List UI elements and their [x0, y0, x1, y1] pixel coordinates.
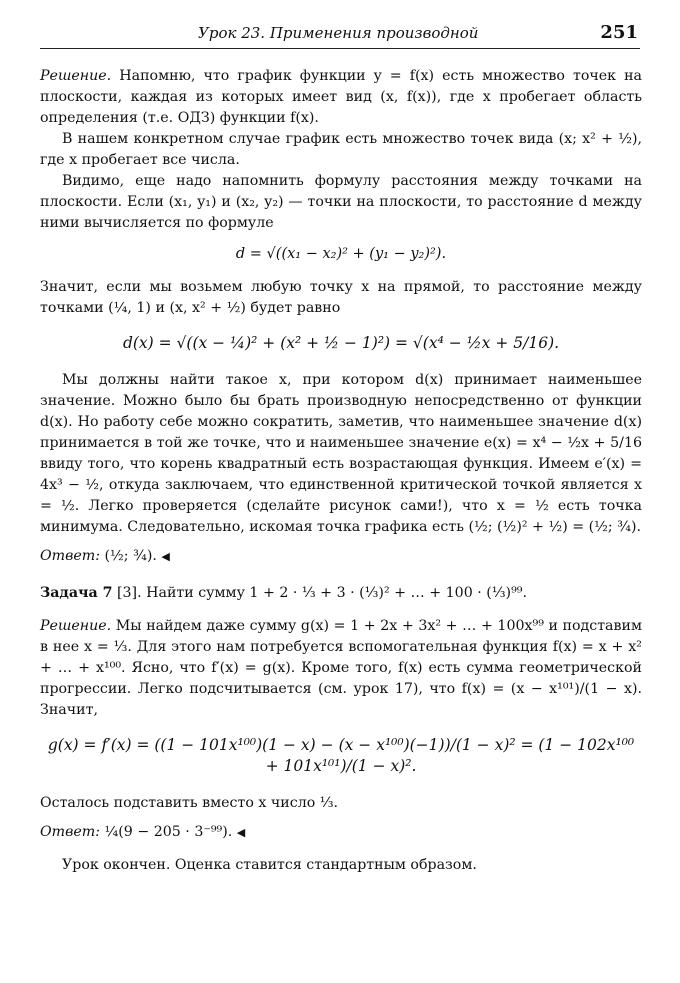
solution-text: Напомню, что график функции y = f(x) есть множество точек на плоскости, каждая из которых имеет вид (x, f(x)), где x пробегает область определения (т.е. ОДЗ) функции f(x).	[40, 68, 643, 126]
answer-line	[40, 546, 642, 567]
distance-formula: d = √((x₁ − x₂)² + (y₁ − y₂)²).	[235, 246, 447, 262]
page-number: 251	[600, 22, 638, 43]
solution-paragraph	[40, 616, 642, 721]
task-statement	[40, 583, 642, 604]
task-reference: [3].	[116, 585, 142, 601]
answer-value: (½; ¾).	[104, 548, 157, 564]
solution-label: Решение.	[40, 68, 112, 84]
solution-paragraph: В нашем конкретном случае график есть множество точек вида (x; x² + ½), где x пробегает все числа.	[40, 131, 642, 168]
closing-line: Урок окончен. Оценка ставится стандартным образом.	[62, 857, 477, 873]
solution-paragraph: Мы должны найти такое x, при котором d(x) принимает наименьшее значение. Можно было бы брать производную непосредственно от функции d(x). Но работу себе можно сократить, заметив, что наименьшее значение d(x) принимается в той же точке, что и наименьшее значение e(x) = x⁴ − ½x + 5/16 ввиду того, что корень квадратный есть возрастающая функция. Имеем e′(x) = 4x³ − ½, откуда заключаем, что единственной критической точкой является x = ½. Легко проверяется (сделайте рисунок сами!), что x = ½ есть точка минимума. Следовательно, искомая точка графика есть (½; (½)² + ½) = (½; ¾).	[40, 372, 642, 535]
solution-paragraph: Видимо, еще надо напомнить формулу расстояния между точками на плоскости. Если (x₁, y₁) и (x₂, y₂) — точки на плоскости, то расстояние d между ними вычисляется по формуле	[40, 173, 642, 231]
running-title: Урок 23. Применения производной	[198, 24, 479, 42]
solution-text: Мы найдем даже сумму g(x) = 1 + 2x + 3x² + … + 100x⁹⁹ и подставим в нее x = ⅓. Для этого нам потребуется вспомогательная функция f(x) = x + x² + … + x¹⁰⁰. Ясно, что f′(x) = g(x). Кроме того, f(x) есть сумма геометрической прогрессии. Легко подсчитывается (см. урок 17), что f(x) = (x − x¹⁰¹)/(1 − x). Значит,	[40, 618, 642, 718]
page-content	[40, 66, 642, 876]
answer-line	[40, 822, 642, 843]
derivative-formula: g(x) = f′(x) = ((1 − 101x¹⁰⁰)(1 − x) − (x − x¹⁰⁰)(−1))/(1 − x)² = (1 − 102x¹⁰⁰ + 101x¹⁰¹)/(1 − x)².	[47, 736, 635, 775]
end-of-solution-mark: ◀	[161, 550, 170, 563]
task-text: Найти сумму 1 + 2 · ⅓ + 3 · (⅓)² + … + 100 · (⅓)⁹⁹.	[146, 585, 527, 601]
task-label: Задача 7	[40, 585, 113, 601]
answer-label: Ответ:	[40, 548, 100, 564]
solution-paragraph	[40, 66, 642, 129]
distance-function-formula: d(x) = √((x − ¼)² + (x² + ½ − 1)²) = √(x⁴ − ½x + 5/16).	[122, 334, 560, 352]
page-header	[40, 22, 640, 49]
answer-label: Ответ:	[40, 824, 100, 840]
end-of-solution-mark: ◀	[236, 826, 246, 839]
solution-paragraph: Значит, если мы возьмем любую точку x на прямой, то расстояние между точками (¼, 1) и (x, x² + ½) будет равно	[40, 279, 642, 316]
solution-paragraph: Осталось подставить вместо x число ⅓.	[40, 795, 339, 811]
answer-value: ¼(9 − 205 · 3⁻⁹⁹).	[104, 824, 233, 840]
solution-label: Решение.	[40, 618, 112, 634]
